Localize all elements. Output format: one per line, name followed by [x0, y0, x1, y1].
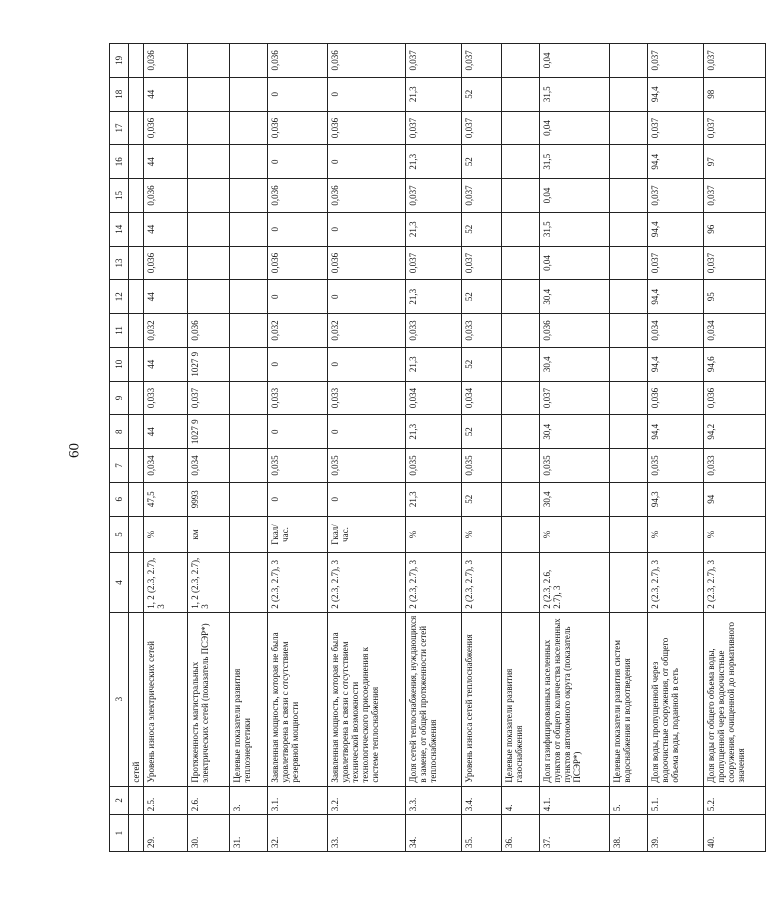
value-cell: 0,037	[462, 246, 502, 280]
header-cell: 17	[110, 111, 129, 145]
value-cell: 94	[704, 482, 766, 516]
value-cell: 0	[268, 145, 328, 179]
value-cell: 0	[268, 212, 328, 246]
value-cell	[230, 212, 268, 246]
value-cell: 0,036	[328, 246, 406, 280]
value-cell: 52	[462, 347, 502, 381]
value-cell: 0,037	[648, 111, 704, 145]
value-cell	[502, 314, 540, 348]
value-cell	[610, 553, 648, 612]
row-number-cell: 35.	[462, 815, 502, 852]
value-cell	[502, 111, 540, 145]
value-cell: 94,4	[648, 280, 704, 314]
value-cell: 98	[704, 77, 766, 111]
value-cell	[610, 381, 648, 415]
value-cell: 94,4	[648, 347, 704, 381]
value-cell: 0,037	[704, 111, 766, 145]
cell	[129, 449, 144, 483]
value-cell: 47,5	[144, 482, 188, 516]
cell-continuation-text: сетей	[129, 612, 144, 786]
header-cell: 13	[110, 246, 129, 280]
value-cell: 0	[328, 212, 406, 246]
cell	[129, 145, 144, 179]
cell	[129, 347, 144, 381]
indicators-table	[109, 43, 766, 852]
value-cell: 0,037	[648, 246, 704, 280]
value-cell: 21,3	[406, 347, 462, 381]
value-cell: 44	[144, 280, 188, 314]
indicator-name-cell: Заявленная мощность, которая не была удовлетворена в связи с отсутствием резервной мощности	[268, 612, 328, 786]
row-number-cell: 33.	[328, 815, 406, 852]
value-cell: 2 (2.3, 2.7), 3	[648, 553, 704, 612]
value-cell	[230, 280, 268, 314]
value-cell: 21,3	[406, 212, 462, 246]
value-cell: 2 (2.3, 2.7), 3	[268, 553, 328, 612]
value-cell: 0,036	[144, 44, 188, 78]
header-cell: 5	[110, 516, 129, 553]
value-cell: 0,032	[268, 314, 328, 348]
cell	[129, 553, 144, 612]
page-number: 60	[66, 443, 83, 458]
indicator-name-cell: Доля сетей теплоснабжения, нуждающихся в замене, от общей протяженности сетей теплоснабжения	[406, 612, 462, 786]
indicator-name-cell: Уровень износа электрических сетей	[144, 612, 188, 786]
header-cell: 6	[110, 482, 129, 516]
unit-cell	[502, 516, 540, 553]
value-cell	[610, 280, 648, 314]
value-cell: 0,035	[268, 449, 328, 483]
value-cell	[502, 44, 540, 78]
value-cell: 0,034	[406, 381, 462, 415]
cell	[129, 246, 144, 280]
value-cell	[188, 179, 230, 213]
value-cell: 0,037	[704, 179, 766, 213]
value-cell: 0	[328, 280, 406, 314]
value-cell	[230, 44, 268, 78]
value-cell: 0,036	[328, 44, 406, 78]
value-cell: 30,4	[540, 415, 610, 449]
unit-cell: км	[188, 516, 230, 553]
value-cell: 0,037	[188, 381, 230, 415]
value-cell: 0	[328, 145, 406, 179]
row-number-cell: 39.	[648, 815, 704, 852]
value-cell: 1027 9	[188, 415, 230, 449]
value-cell	[502, 77, 540, 111]
value-cell: 2 (2.3, 2.7), 3	[704, 553, 766, 612]
indicator-name-cell: Доля газифицированных населенных пунктов от общего количества населенных пунктов автономного округа (показатель ПСЭР*)	[540, 612, 610, 786]
value-cell: 0,04	[540, 179, 610, 213]
value-cell: 94,4	[648, 77, 704, 111]
value-cell: 0,036	[144, 179, 188, 213]
unit-cell: %	[648, 516, 704, 553]
section-number-cell: 3.	[230, 786, 268, 815]
row-number-cell: 29.	[144, 815, 188, 852]
row-number-cell: 32.	[268, 815, 328, 852]
unit-cell: %	[704, 516, 766, 553]
value-cell	[610, 77, 648, 111]
value-cell: 2 (2.3, 2.7), 3	[328, 553, 406, 612]
value-cell: 0,037	[462, 179, 502, 213]
value-cell	[502, 415, 540, 449]
value-cell: 0,037	[540, 381, 610, 415]
cell	[129, 77, 144, 111]
value-cell: 0,033	[328, 381, 406, 415]
row-number-cell: 37.	[540, 815, 610, 852]
value-cell: 0	[268, 482, 328, 516]
value-cell: 0,037	[648, 44, 704, 78]
header-cell: 9	[110, 381, 129, 415]
header-cell: 14	[110, 212, 129, 246]
value-cell: 2 (2.3, 2.7), 3	[406, 553, 462, 612]
value-cell: 0,037	[462, 111, 502, 145]
value-cell: 0,033	[462, 314, 502, 348]
row-number-cell: 34.	[406, 815, 462, 852]
table-row	[328, 44, 406, 852]
indicator-name-cell: Протяженность магистральных электрических сетей (показатель ПСЭР*)	[188, 612, 230, 786]
value-cell	[230, 347, 268, 381]
value-cell: 52	[462, 482, 502, 516]
value-cell: 94,4	[648, 212, 704, 246]
value-cell: 0,036	[540, 314, 610, 348]
indicator-name-cell: Заявленная мощность, которая не была удовлетворена в связи с отсутствием технической возможности технологического присоединения к системе теплоснабжения	[328, 612, 406, 786]
value-cell: 30,4	[540, 280, 610, 314]
cell	[129, 815, 144, 852]
value-cell: 44	[144, 347, 188, 381]
value-cell	[188, 145, 230, 179]
value-cell: 0,036	[144, 111, 188, 145]
value-cell	[502, 381, 540, 415]
value-cell: 0,037	[648, 179, 704, 213]
value-cell	[610, 415, 648, 449]
value-cell: 21,3	[406, 77, 462, 111]
value-cell	[188, 111, 230, 145]
value-cell: 0,037	[704, 44, 766, 78]
value-cell: 0,036	[268, 179, 328, 213]
section-number-cell: 2.6.	[188, 786, 230, 815]
value-cell: 52	[462, 280, 502, 314]
value-cell: 96	[704, 212, 766, 246]
value-cell	[188, 280, 230, 314]
value-cell: 0,036	[648, 381, 704, 415]
value-cell: 30,4	[540, 482, 610, 516]
header-cell: 7	[110, 449, 129, 483]
value-cell: 44	[144, 77, 188, 111]
value-cell: 0,036	[328, 179, 406, 213]
value-cell: 21,3	[406, 280, 462, 314]
section-number-cell: 4.	[502, 786, 540, 815]
section-number-cell: 3.4.	[462, 786, 502, 815]
header-cell: 3	[110, 612, 129, 786]
value-cell	[610, 145, 648, 179]
value-cell	[188, 212, 230, 246]
section-number-cell: 2.5.	[144, 786, 188, 815]
value-cell: 2 (2.3, 2.6, 2.7), 3	[540, 553, 610, 612]
value-cell: 31,5	[540, 212, 610, 246]
unit-cell: %	[144, 516, 188, 553]
value-cell: 52	[462, 77, 502, 111]
value-cell: 1, 2 (2.3, 2.7), 3	[188, 553, 230, 612]
continuation-row	[129, 44, 144, 852]
value-cell: 0,036	[268, 246, 328, 280]
cell	[129, 381, 144, 415]
table-row	[502, 44, 540, 852]
value-cell: 97	[704, 145, 766, 179]
value-cell	[230, 415, 268, 449]
value-cell	[230, 449, 268, 483]
cell	[129, 415, 144, 449]
value-cell: 0,036	[704, 381, 766, 415]
value-cell	[610, 449, 648, 483]
header-cell: 8	[110, 415, 129, 449]
value-cell	[610, 246, 648, 280]
value-cell: 0,035	[540, 449, 610, 483]
value-cell: 0	[328, 347, 406, 381]
value-cell: 0,04	[540, 246, 610, 280]
value-cell: 0,037	[406, 246, 462, 280]
cell	[129, 179, 144, 213]
table-row	[406, 44, 462, 852]
indicator-name-cell: Доля воды, пропущенной через водоочистные сооружения, от общего объема воды, поданной в сеть	[648, 612, 704, 786]
value-cell: 0	[328, 77, 406, 111]
value-cell: 52	[462, 212, 502, 246]
value-cell: 0	[268, 77, 328, 111]
value-cell: 95	[704, 280, 766, 314]
section-number-cell: 3.3.	[406, 786, 462, 815]
value-cell	[502, 553, 540, 612]
value-cell: 31,5	[540, 77, 610, 111]
value-cell	[610, 347, 648, 381]
row-number-cell: 36.	[502, 815, 540, 852]
cell	[129, 44, 144, 78]
cell	[129, 314, 144, 348]
header-cell: 12	[110, 280, 129, 314]
value-cell	[230, 246, 268, 280]
value-cell: 52	[462, 145, 502, 179]
value-cell: 9993	[188, 482, 230, 516]
value-cell: 0,034	[462, 381, 502, 415]
value-cell	[610, 212, 648, 246]
value-cell: 94,4	[648, 145, 704, 179]
indicator-name-cell: Целевые показатели развития газоснабжения	[502, 612, 540, 786]
table-row	[268, 44, 328, 852]
value-cell: 0,04	[540, 44, 610, 78]
value-cell: 2 (2.3, 2.7), 3	[462, 553, 502, 612]
value-cell	[502, 347, 540, 381]
unit-cell	[610, 516, 648, 553]
value-cell: 0,033	[406, 314, 462, 348]
header-cell: 10	[110, 347, 129, 381]
value-cell	[230, 381, 268, 415]
row-number-cell: 30.	[188, 815, 230, 852]
value-cell	[502, 145, 540, 179]
value-cell: 0	[328, 482, 406, 516]
value-cell	[230, 482, 268, 516]
value-cell	[610, 179, 648, 213]
value-cell	[188, 246, 230, 280]
value-cell: 0,037	[704, 246, 766, 280]
header-cell: 11	[110, 314, 129, 348]
table-row	[704, 44, 766, 852]
header-cell: 16	[110, 145, 129, 179]
value-cell	[502, 280, 540, 314]
table-row	[462, 44, 502, 852]
value-cell: 0,036	[328, 111, 406, 145]
table-row	[188, 44, 230, 852]
value-cell: 94,6	[704, 347, 766, 381]
table-row	[144, 44, 188, 852]
value-cell: 44	[144, 212, 188, 246]
value-cell: 0,033	[144, 381, 188, 415]
value-cell: 0,033	[704, 449, 766, 483]
value-cell	[230, 314, 268, 348]
row-number-cell: 40.	[704, 815, 766, 852]
value-cell: 94,3	[648, 482, 704, 516]
header-cell: 4	[110, 553, 129, 612]
value-cell: 0,036	[268, 44, 328, 78]
header-cell: 15	[110, 179, 129, 213]
value-cell: 44	[144, 415, 188, 449]
value-cell	[230, 179, 268, 213]
unit-cell: Гкал/ час.	[268, 516, 328, 553]
value-cell	[188, 44, 230, 78]
indicator-name-cell: Целевые показатели развития систем водоснабжения и водоотведения	[610, 612, 648, 786]
header-row	[110, 44, 129, 852]
value-cell: 0,04	[540, 111, 610, 145]
value-cell: 0,035	[648, 449, 704, 483]
value-cell: 0,035	[406, 449, 462, 483]
unit-cell: Гкал/ час.	[328, 516, 406, 553]
value-cell: 52	[462, 415, 502, 449]
section-number-cell: 5.2.	[704, 786, 766, 815]
row-number-cell: 31.	[230, 815, 268, 852]
unit-cell	[230, 516, 268, 553]
value-cell: 0,037	[406, 111, 462, 145]
value-cell	[610, 111, 648, 145]
value-cell: 0,033	[268, 381, 328, 415]
value-cell: 94,2	[704, 415, 766, 449]
value-cell: 0,036	[144, 246, 188, 280]
section-number-cell: 3.2.	[328, 786, 406, 815]
value-cell: 0,034	[704, 314, 766, 348]
table-row	[610, 44, 648, 852]
value-cell: 0,037	[406, 44, 462, 78]
value-cell	[230, 111, 268, 145]
section-number-cell: 3.1.	[268, 786, 328, 815]
value-cell: 0,037	[462, 44, 502, 78]
value-cell: 21,3	[406, 415, 462, 449]
cell	[129, 111, 144, 145]
value-cell	[502, 449, 540, 483]
value-cell: 44	[144, 145, 188, 179]
table-row	[648, 44, 704, 852]
header-cell: 1	[110, 815, 129, 852]
value-cell: 94,4	[648, 415, 704, 449]
value-cell: 0	[328, 415, 406, 449]
cell	[129, 482, 144, 516]
value-cell: 1, 2 (2.3, 2.7), 3	[144, 553, 188, 612]
value-cell: 21,3	[406, 482, 462, 516]
value-cell: 0,035	[328, 449, 406, 483]
value-cell: 0	[268, 415, 328, 449]
value-cell: 0,036	[188, 314, 230, 348]
unit-cell: %	[540, 516, 610, 553]
table-body	[110, 44, 766, 852]
indicator-name-cell: Целевые показатели развития теплоэнергетики	[230, 612, 268, 786]
value-cell: 1027 9	[188, 347, 230, 381]
cell	[129, 280, 144, 314]
value-cell	[610, 44, 648, 78]
value-cell	[610, 314, 648, 348]
value-cell: 0,034	[648, 314, 704, 348]
indicator-name-cell: Уровень износа сетей теплоснабжения	[462, 612, 502, 786]
value-cell: 31,5	[540, 145, 610, 179]
value-cell	[502, 212, 540, 246]
value-cell	[610, 482, 648, 516]
cell	[129, 212, 144, 246]
section-number-cell: 5.	[610, 786, 648, 815]
value-cell	[230, 553, 268, 612]
value-cell	[502, 482, 540, 516]
value-cell	[230, 145, 268, 179]
value-cell: 0,037	[406, 179, 462, 213]
value-cell: 30,4	[540, 347, 610, 381]
value-cell: 0,034	[188, 449, 230, 483]
header-cell: 2	[110, 786, 129, 815]
value-cell: 0,035	[462, 449, 502, 483]
row-number-cell: 38.	[610, 815, 648, 852]
cell	[129, 786, 144, 815]
value-cell: 0,036	[268, 111, 328, 145]
table-row	[230, 44, 268, 852]
value-cell	[188, 77, 230, 111]
value-cell: 0,034	[144, 449, 188, 483]
value-cell: 0,032	[328, 314, 406, 348]
value-cell: 0	[268, 280, 328, 314]
cell	[129, 516, 144, 553]
value-cell	[502, 179, 540, 213]
value-cell	[230, 77, 268, 111]
section-number-cell: 5.1.	[648, 786, 704, 815]
value-cell: 0,032	[144, 314, 188, 348]
value-cell: 0	[268, 347, 328, 381]
header-cell: 19	[110, 44, 129, 78]
value-cell: 21,3	[406, 145, 462, 179]
unit-cell: %	[462, 516, 502, 553]
section-number-cell: 4.1.	[540, 786, 610, 815]
indicator-name-cell: Доля воды от общего объема воды, пропущенной через водоочистные сооружения, очищенной до нормативного значения	[704, 612, 766, 786]
rotated-table-container	[109, 43, 746, 852]
unit-cell: %	[406, 516, 462, 553]
value-cell	[502, 246, 540, 280]
table-row	[540, 44, 610, 852]
header-cell: 18	[110, 77, 129, 111]
